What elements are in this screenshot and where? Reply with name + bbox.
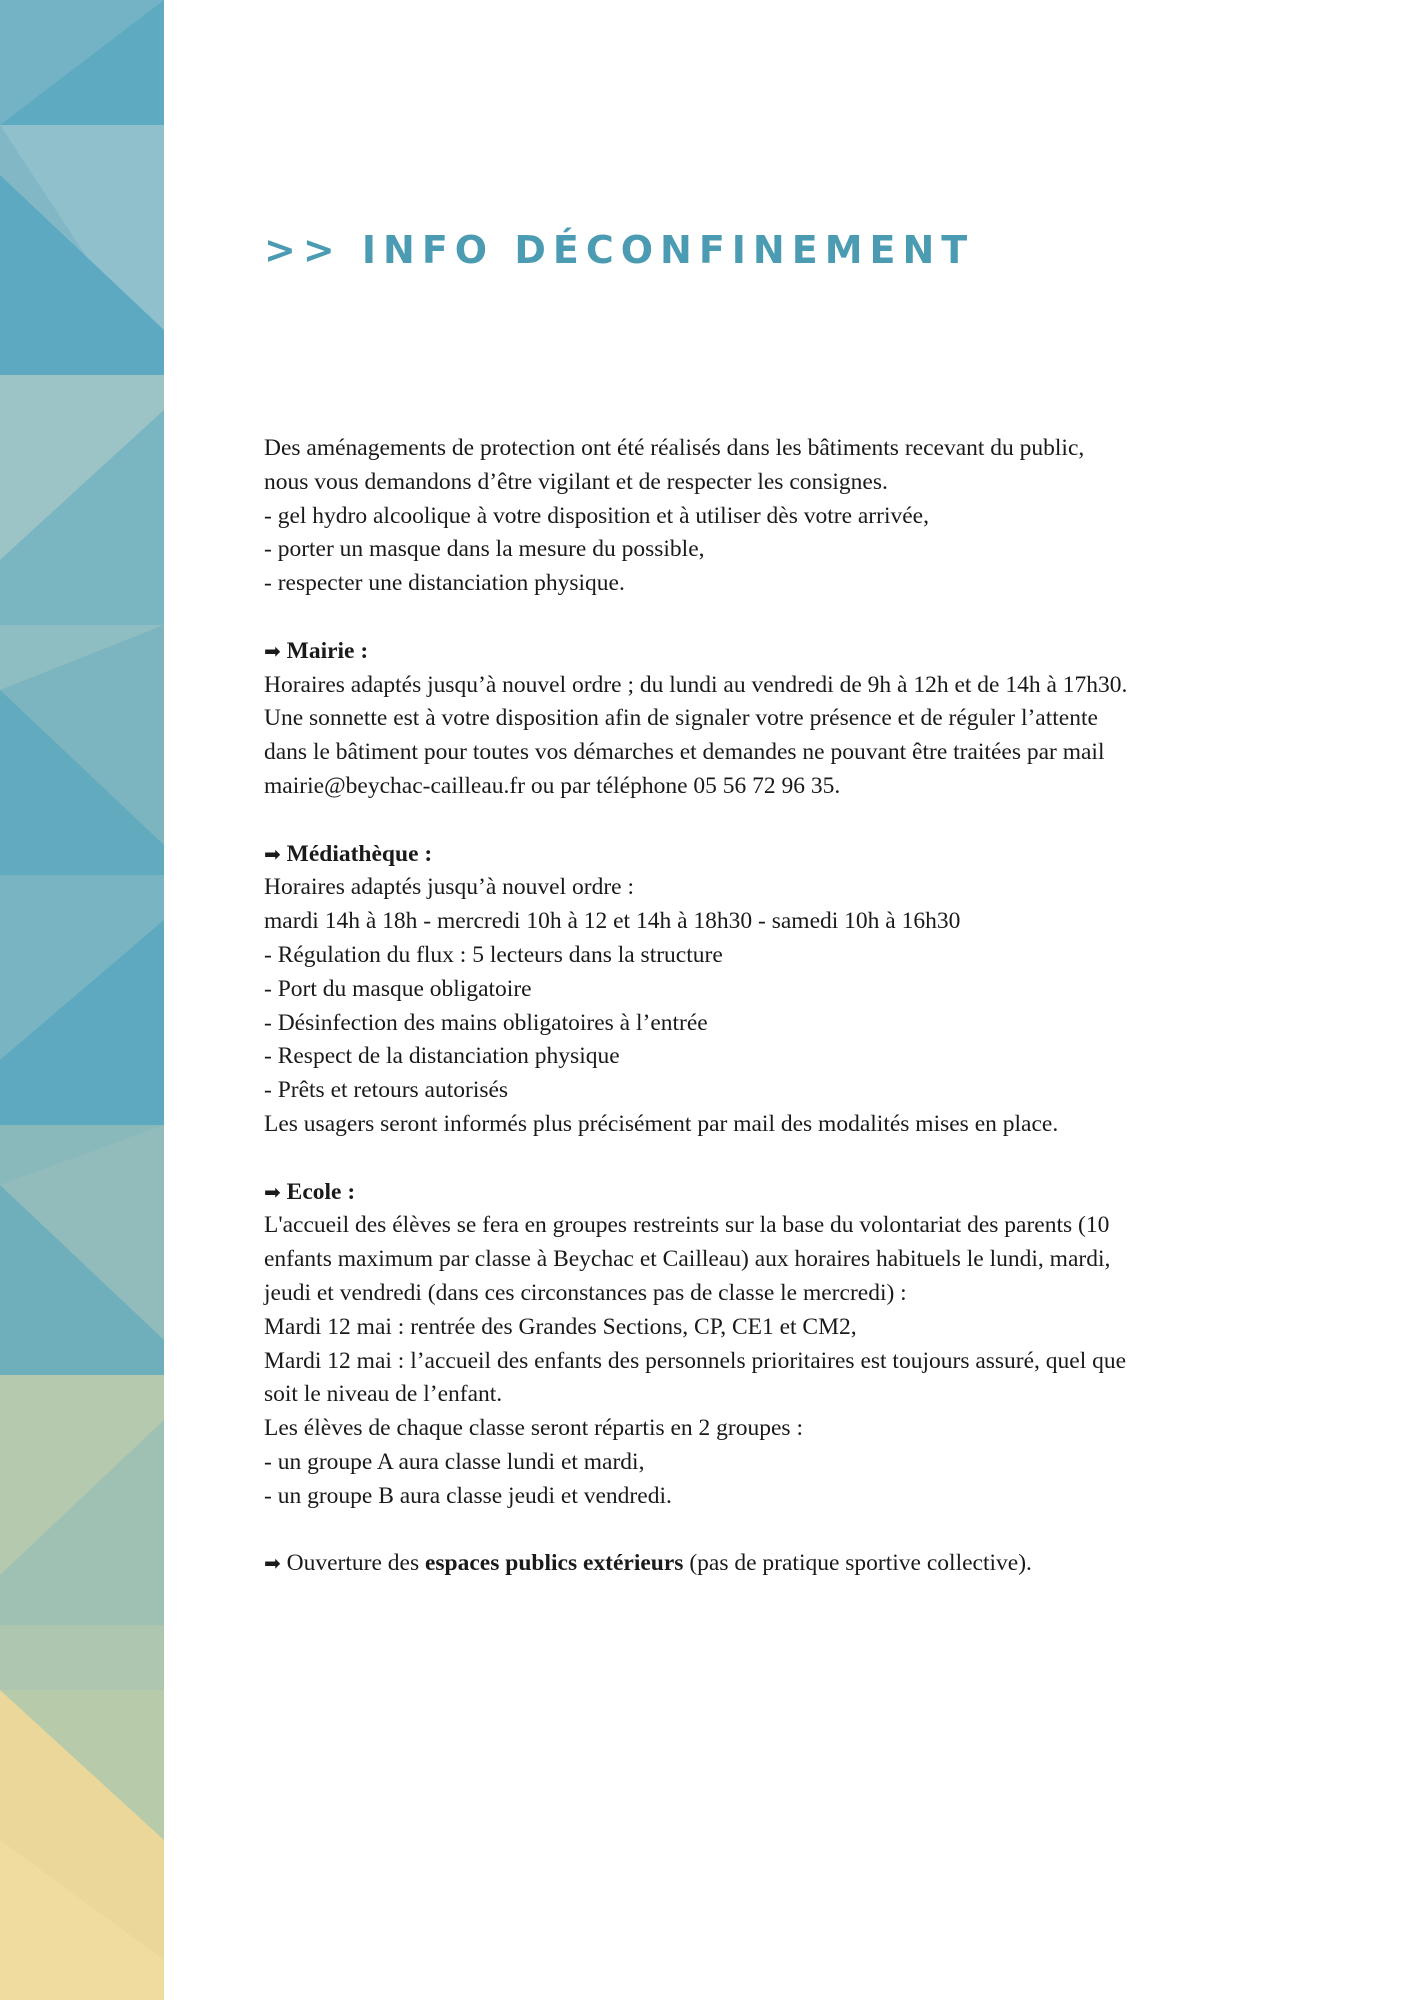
ecole-line: soit le niveau de l’enfant. bbox=[264, 1381, 503, 1408]
spacer bbox=[264, 1514, 1324, 1548]
mediatheque-line: - Port du masque obligatoire bbox=[264, 975, 532, 1002]
intro-section bbox=[264, 432, 1324, 601]
ecole-line: Mardi 12 mai : l’accueil des enfants des personnels prioritaires est toujours assuré, quel que bbox=[264, 1347, 1127, 1374]
page-title: >> INFO DÉCONFINEMENT bbox=[264, 228, 975, 272]
mediatheque-line: - Respect de la distanciation physique bbox=[264, 1043, 620, 1070]
mairie-line: Une sonnette est à votre disposition afin de signaler votre présence et de réguler l’attente bbox=[264, 705, 1098, 732]
decorative-side-band bbox=[0, 0, 164, 2000]
document-body bbox=[264, 432, 1324, 1581]
mairie-section bbox=[264, 635, 1324, 804]
espaces-suffix: (pas de pratique sportive collective). bbox=[689, 1550, 1032, 1577]
geometric-pattern bbox=[0, 0, 164, 2000]
ecole-line: enfants maximum par classe à Beychac et Cailleau) aux horaires habituels le lundi, mardi, bbox=[264, 1246, 1111, 1273]
intro-line: - respecter une distanciation physique. bbox=[264, 570, 625, 597]
espaces-section bbox=[264, 1547, 1324, 1581]
mediatheque-line: Horaires adaptés jusqu’à nouvel ordre : bbox=[264, 874, 634, 901]
ecole-line: - un groupe A aura classe lundi et mardi, bbox=[264, 1448, 645, 1475]
mediatheque-line: mardi 14h à 18h - mercredi 10h à 12 et 14h à 18h30 - samedi 10h à 16h30 bbox=[264, 908, 961, 935]
spacer bbox=[264, 601, 1324, 635]
mediatheque-section bbox=[264, 838, 1324, 1142]
mairie-line: mairie@beychac-cailleau.fr ou par téléphone 05 56 72 96 35. bbox=[264, 772, 841, 799]
intro-line: - gel hydro alcoolique à votre disposition et à utiliser dès votre arrivée, bbox=[264, 502, 929, 529]
ecole-line: jeudi et vendredi (dans ces circonstances pas de classe le mercredi) : bbox=[264, 1279, 907, 1306]
ecole-line: L'accueil des élèves se fera en groupes restreints sur la base du volontariat des parents (10 bbox=[264, 1212, 1110, 1239]
spacer bbox=[264, 1142, 1324, 1176]
right-arrow-icon: ➡ bbox=[264, 841, 281, 866]
right-arrow-icon: ➡ bbox=[264, 638, 281, 663]
espaces-line bbox=[264, 1547, 1324, 1581]
intro-line: nous vous demandons d’être vigilant et de respecter les consignes. bbox=[264, 468, 888, 495]
mairie-line: dans le bâtiment pour toutes vos démarches et demandes ne pouvant être traitées par mail bbox=[264, 739, 1105, 766]
spacer bbox=[264, 804, 1324, 838]
mediatheque-line: Les usagers seront informés plus précisément par mail des modalités mises en place. bbox=[264, 1110, 1059, 1137]
espaces-prefix: Ouverture des bbox=[286, 1550, 420, 1577]
right-arrow-icon: ➡ bbox=[264, 1551, 281, 1576]
ecole-section bbox=[264, 1176, 1324, 1514]
mairie-heading bbox=[264, 635, 1324, 669]
mediatheque-heading bbox=[264, 838, 1324, 872]
mairie-line: Horaires adaptés jusqu’à nouvel ordre ; du lundi au vendredi de 9h à 12h et de 14h à 17h30. bbox=[264, 671, 1128, 698]
ecole-heading bbox=[264, 1176, 1324, 1210]
mediatheque-heading-label: Médiathèque : bbox=[286, 840, 433, 867]
ecole-line: Les élèves de chaque classe seront répartis en 2 groupes : bbox=[264, 1415, 803, 1442]
mairie-heading-label: Mairie : bbox=[286, 637, 369, 664]
espaces-bold: espaces publics extérieurs bbox=[424, 1550, 684, 1577]
intro-line: Des aménagements de protection ont été réalisés dans les bâtiments recevant du public, bbox=[264, 435, 1085, 461]
right-arrow-icon: ➡ bbox=[264, 1179, 281, 1204]
ecole-heading-label: Ecole : bbox=[286, 1178, 356, 1205]
mediatheque-line: - Prêts et retours autorisés bbox=[264, 1077, 509, 1104]
ecole-line: Mardi 12 mai : rentrée des Grandes Sections, CP, CE1 et CM2, bbox=[264, 1313, 857, 1340]
mediatheque-line: - Régulation du flux : 5 lecteurs dans la structure bbox=[264, 941, 723, 968]
mediatheque-line: - Désinfection des mains obligatoires à l’entrée bbox=[264, 1009, 708, 1036]
ecole-line: - un groupe B aura classe jeudi et vendredi. bbox=[264, 1482, 672, 1509]
intro-line: - porter un masque dans la mesure du possible, bbox=[264, 536, 705, 563]
